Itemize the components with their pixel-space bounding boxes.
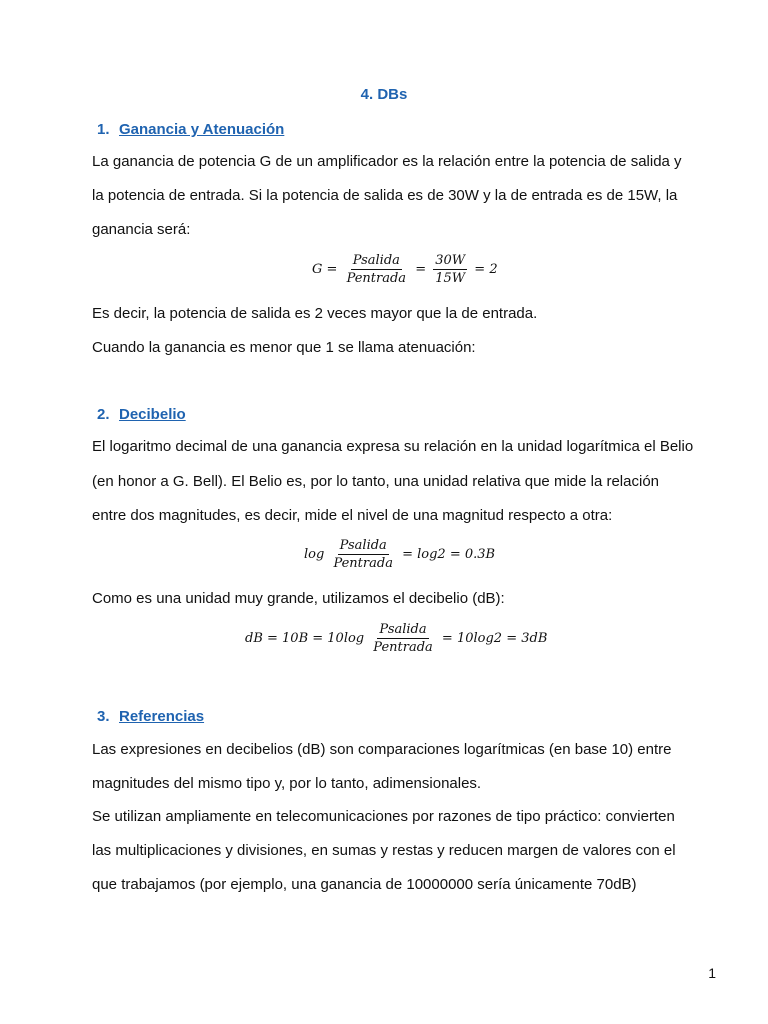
section-heading-decibelio [97,406,186,423]
fraction-psalida-pentrada [345,253,409,286]
page-title: 4. DBs [360,86,408,103]
equation-gain [312,253,498,286]
eq-lhs: G = [312,262,338,277]
paragraph-line: entre dos magnitudes, es decir, mide el nivel de una magnitud respecto a otra: [92,507,613,524]
fraction-denominator: Pentrada [346,271,407,286]
paragraph-line: Como es una unidad muy grande, utilizamos el decibelio (dB): [92,590,505,607]
eq-equals: = [415,262,427,277]
eq-rhs: = 10log2 = 3dB [441,631,548,646]
paragraph-line: Las expresiones en decibelios (dB) son comparaciones logarítmicas (en base 10) entre [92,741,672,758]
fraction-numerator: Psalida [352,253,400,268]
paragraph-line: magnitudes del mismo tipo y, por lo tanto, adimensionales. [92,775,482,792]
fraction-numerator: Psalida [379,622,427,637]
section-title: Ganancia y Atenuación [119,121,285,138]
paragraph-line: (en honor a G. Bell). El Belio es, por lo tanto, una unidad relativa que mide la relación [92,473,659,490]
fraction-psalida-pentrada [371,622,435,655]
fraction-denominator: 15W [435,271,466,286]
section-heading-referencias [97,708,204,725]
paragraph-line: Cuando la ganancia es menor que 1 se llama atenuación: [92,339,476,356]
fraction-denominator: Pentrada [333,556,393,571]
section-heading-ganancia [97,121,284,138]
section-number: 3. [97,708,110,725]
fraction-30w-15w [433,253,467,286]
section-title: Decibelio [119,406,186,423]
paragraph-line: las multiplicaciones y divisiones, en sumas y restas y reducen margen de valores con el [92,842,676,859]
page-number: 1 [708,965,716,981]
equation-belio [304,538,495,571]
eq-lhs: dB = 10B = 10log [245,631,365,646]
fraction-psalida-pentrada [331,538,395,571]
section-title: Referencias [119,708,205,725]
eq-rhs: = log2 = 0.3B [402,547,496,562]
paragraph-line: Se utilizan ampliamente en telecomunicaciones por razones de tipo práctico: convierten [92,808,675,825]
paragraph-line: Es decir, la potencia de salida es 2 veces mayor que la de entrada. [92,305,538,322]
fraction-denominator: Pentrada [373,640,433,655]
paragraph-line: ganancia será: [92,221,191,238]
paragraph-line: que trabajamos (por ejemplo, una ganancia de 10000000 sería únicamente 70dB) [92,876,637,893]
eq-rhs: = 2 [474,262,498,277]
section-number: 1. [97,121,110,138]
paragraph-line: La ganancia de potencia G de un amplificador es la relación entre la potencia de salida y [92,153,682,170]
fraction-numerator: 30W [435,253,466,268]
paragraph-line: El logaritmo decimal de una ganancia expresa su relación en la unidad logarítmica el Belio [92,438,694,455]
paragraph-line: la potencia de entrada. Si la potencia de salida es de 30W y la de entrada es de 15W, la [92,187,678,204]
eq-lhs: log [304,547,325,562]
section-number: 2. [97,406,110,423]
fraction-numerator: Psalida [339,538,387,553]
equation-decibelio [245,622,547,655]
